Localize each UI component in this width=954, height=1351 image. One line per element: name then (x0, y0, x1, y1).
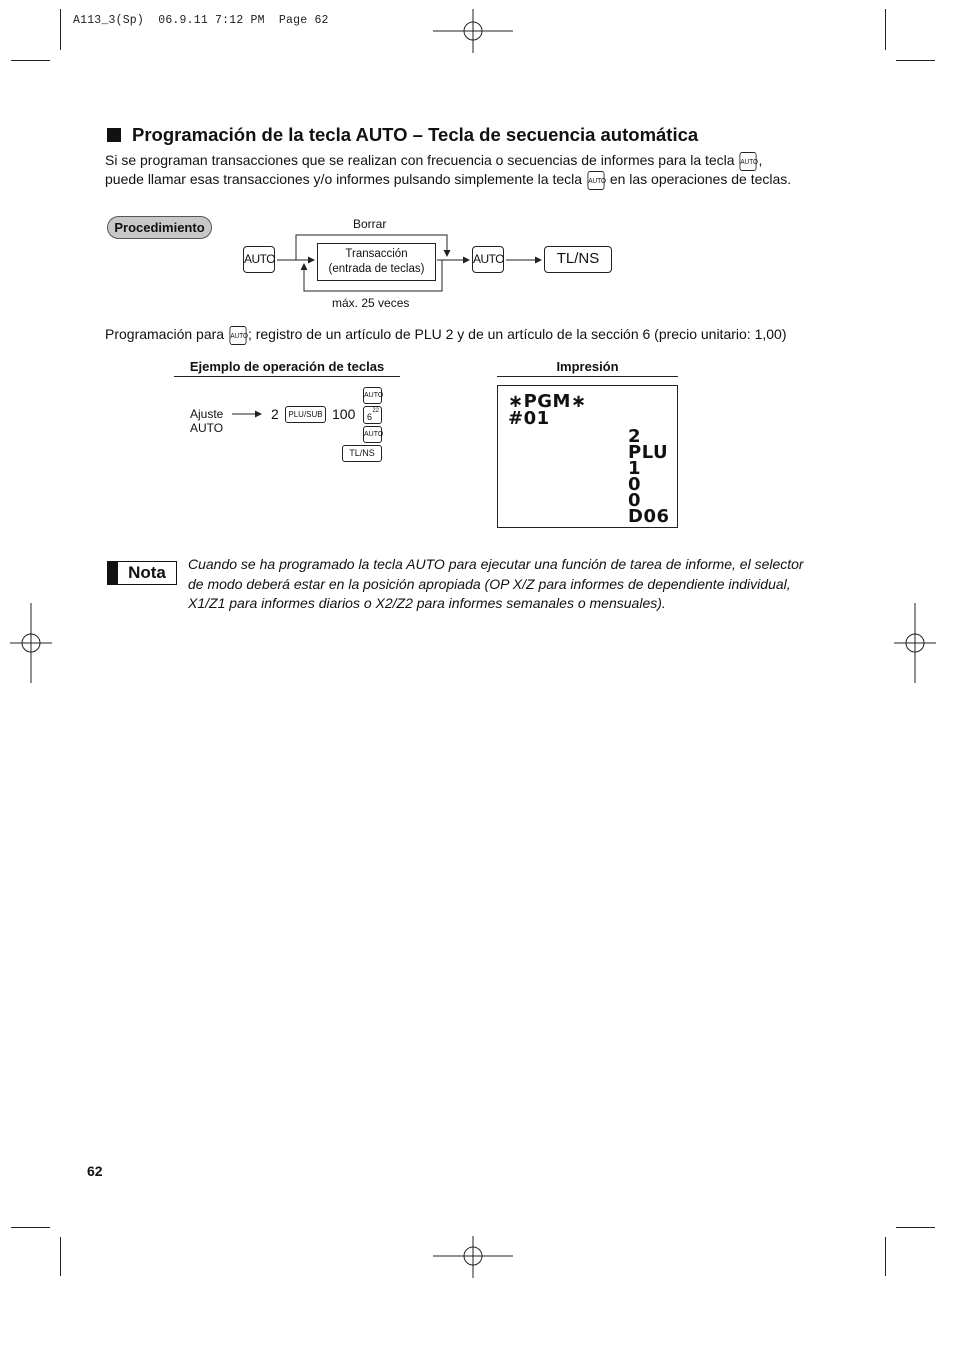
max-repeats-label: máx. 25 veces (332, 296, 410, 310)
key-ops-heading: Ejemplo de operación de teclas (174, 359, 400, 377)
auto-key: AUTO (472, 246, 504, 273)
crop-mark (896, 1227, 935, 1228)
receipt-line-number: #01 (508, 408, 550, 429)
receipt-line-dept: D06 (628, 506, 670, 527)
tlns-key: TL/NS (544, 246, 612, 273)
example-intro-text: Programación para (105, 326, 225, 342)
note-badge-bar (108, 562, 118, 584)
auto-key-small: AUTO (363, 387, 382, 404)
receipt-printout (497, 385, 678, 528)
print-header-stamp: A113_3(Sp) 06.9.11 7:12 PM Page 62 (73, 14, 329, 27)
auto-key-icon: AUTO (740, 152, 757, 171)
procedure-arrows (0, 0, 954, 320)
num-100: 100 (332, 406, 356, 422)
auto-key: AUTO (243, 246, 275, 273)
section-title-text: Programación de la tecla AUTO – Tecla de secuencia automática (132, 124, 699, 145)
setting-label (190, 407, 223, 435)
receipt-line-price-3: 0 (628, 490, 642, 511)
intro-line-2-text: puede llamar esas transacciones y/o informes pulsando simplemente la tecla (105, 171, 583, 187)
receipt-line-pgm: ∗PGM∗ (508, 391, 587, 412)
borrar-label: Borrar (353, 217, 387, 231)
note-badge-label: Nota (128, 563, 166, 582)
procedure-badge: Procedimiento (107, 216, 212, 239)
crop-mark (885, 1237, 886, 1276)
print-heading: Impresión (497, 359, 678, 377)
note-line-2: de modo deberá estar en la posición apropiada (OP X/Z para informes de dependiente individual, (188, 575, 791, 592)
transaction-line-1: Transacción (345, 248, 408, 260)
setting-line-2: AUTO (190, 421, 224, 435)
registration-mark-bottom (433, 1236, 513, 1278)
setting-line-1: Ajuste (190, 407, 224, 421)
auto-key-icon: AUTO (229, 326, 246, 345)
crop-mark (60, 1237, 61, 1276)
intro-line-2-end: en las operaciones de teclas. (609, 171, 792, 187)
intro-line-1-comma: , (758, 152, 763, 168)
note-line-3: X1/Z1 para informes diarios o X2/Z2 para informes semanales o mensuales). (188, 595, 666, 611)
intro-line-1-text: Si se programan transacciones que se realizan con frecuencia o secuencias de informes para la tecla (105, 152, 735, 168)
tlns-key-small: TL/NS (342, 445, 382, 462)
example-intro-rest: ; registro de un artículo de PLU 2 y de un artículo de la sección 6 (precio unitario: 1,00) (247, 326, 787, 342)
num-2: 2 (271, 406, 279, 422)
page-number: 62 (87, 1163, 103, 1179)
note-text (188, 555, 804, 614)
note-badge (107, 561, 177, 585)
plu-sub-key: PLU/SUB (285, 406, 326, 423)
registration-mark-left (10, 603, 52, 683)
auto-key-icon: AUTO (587, 171, 604, 190)
receipt-line-price-1: 1 (628, 458, 642, 479)
setting-arrow (231, 408, 265, 420)
dept-6-key (363, 406, 382, 424)
transaction-line-2: (entrada de teclas) (328, 263, 425, 275)
auto-key-small: AUTO (363, 426, 382, 443)
dept-key-number: 6 (367, 412, 373, 422)
receipt-line-price-2: 0 (628, 474, 642, 495)
note-line-1: Cuando se ha programado la tecla AUTO para ejecutar una función de tarea de informe, el selector (188, 556, 804, 572)
registration-mark-right (894, 603, 936, 683)
example-intro (105, 325, 786, 345)
receipt-line-plu: PLU (628, 442, 669, 463)
dept-key-superscript: 22 (372, 408, 379, 414)
receipt-line-plu-number: 2 (628, 426, 642, 447)
crop-mark (11, 1227, 50, 1228)
